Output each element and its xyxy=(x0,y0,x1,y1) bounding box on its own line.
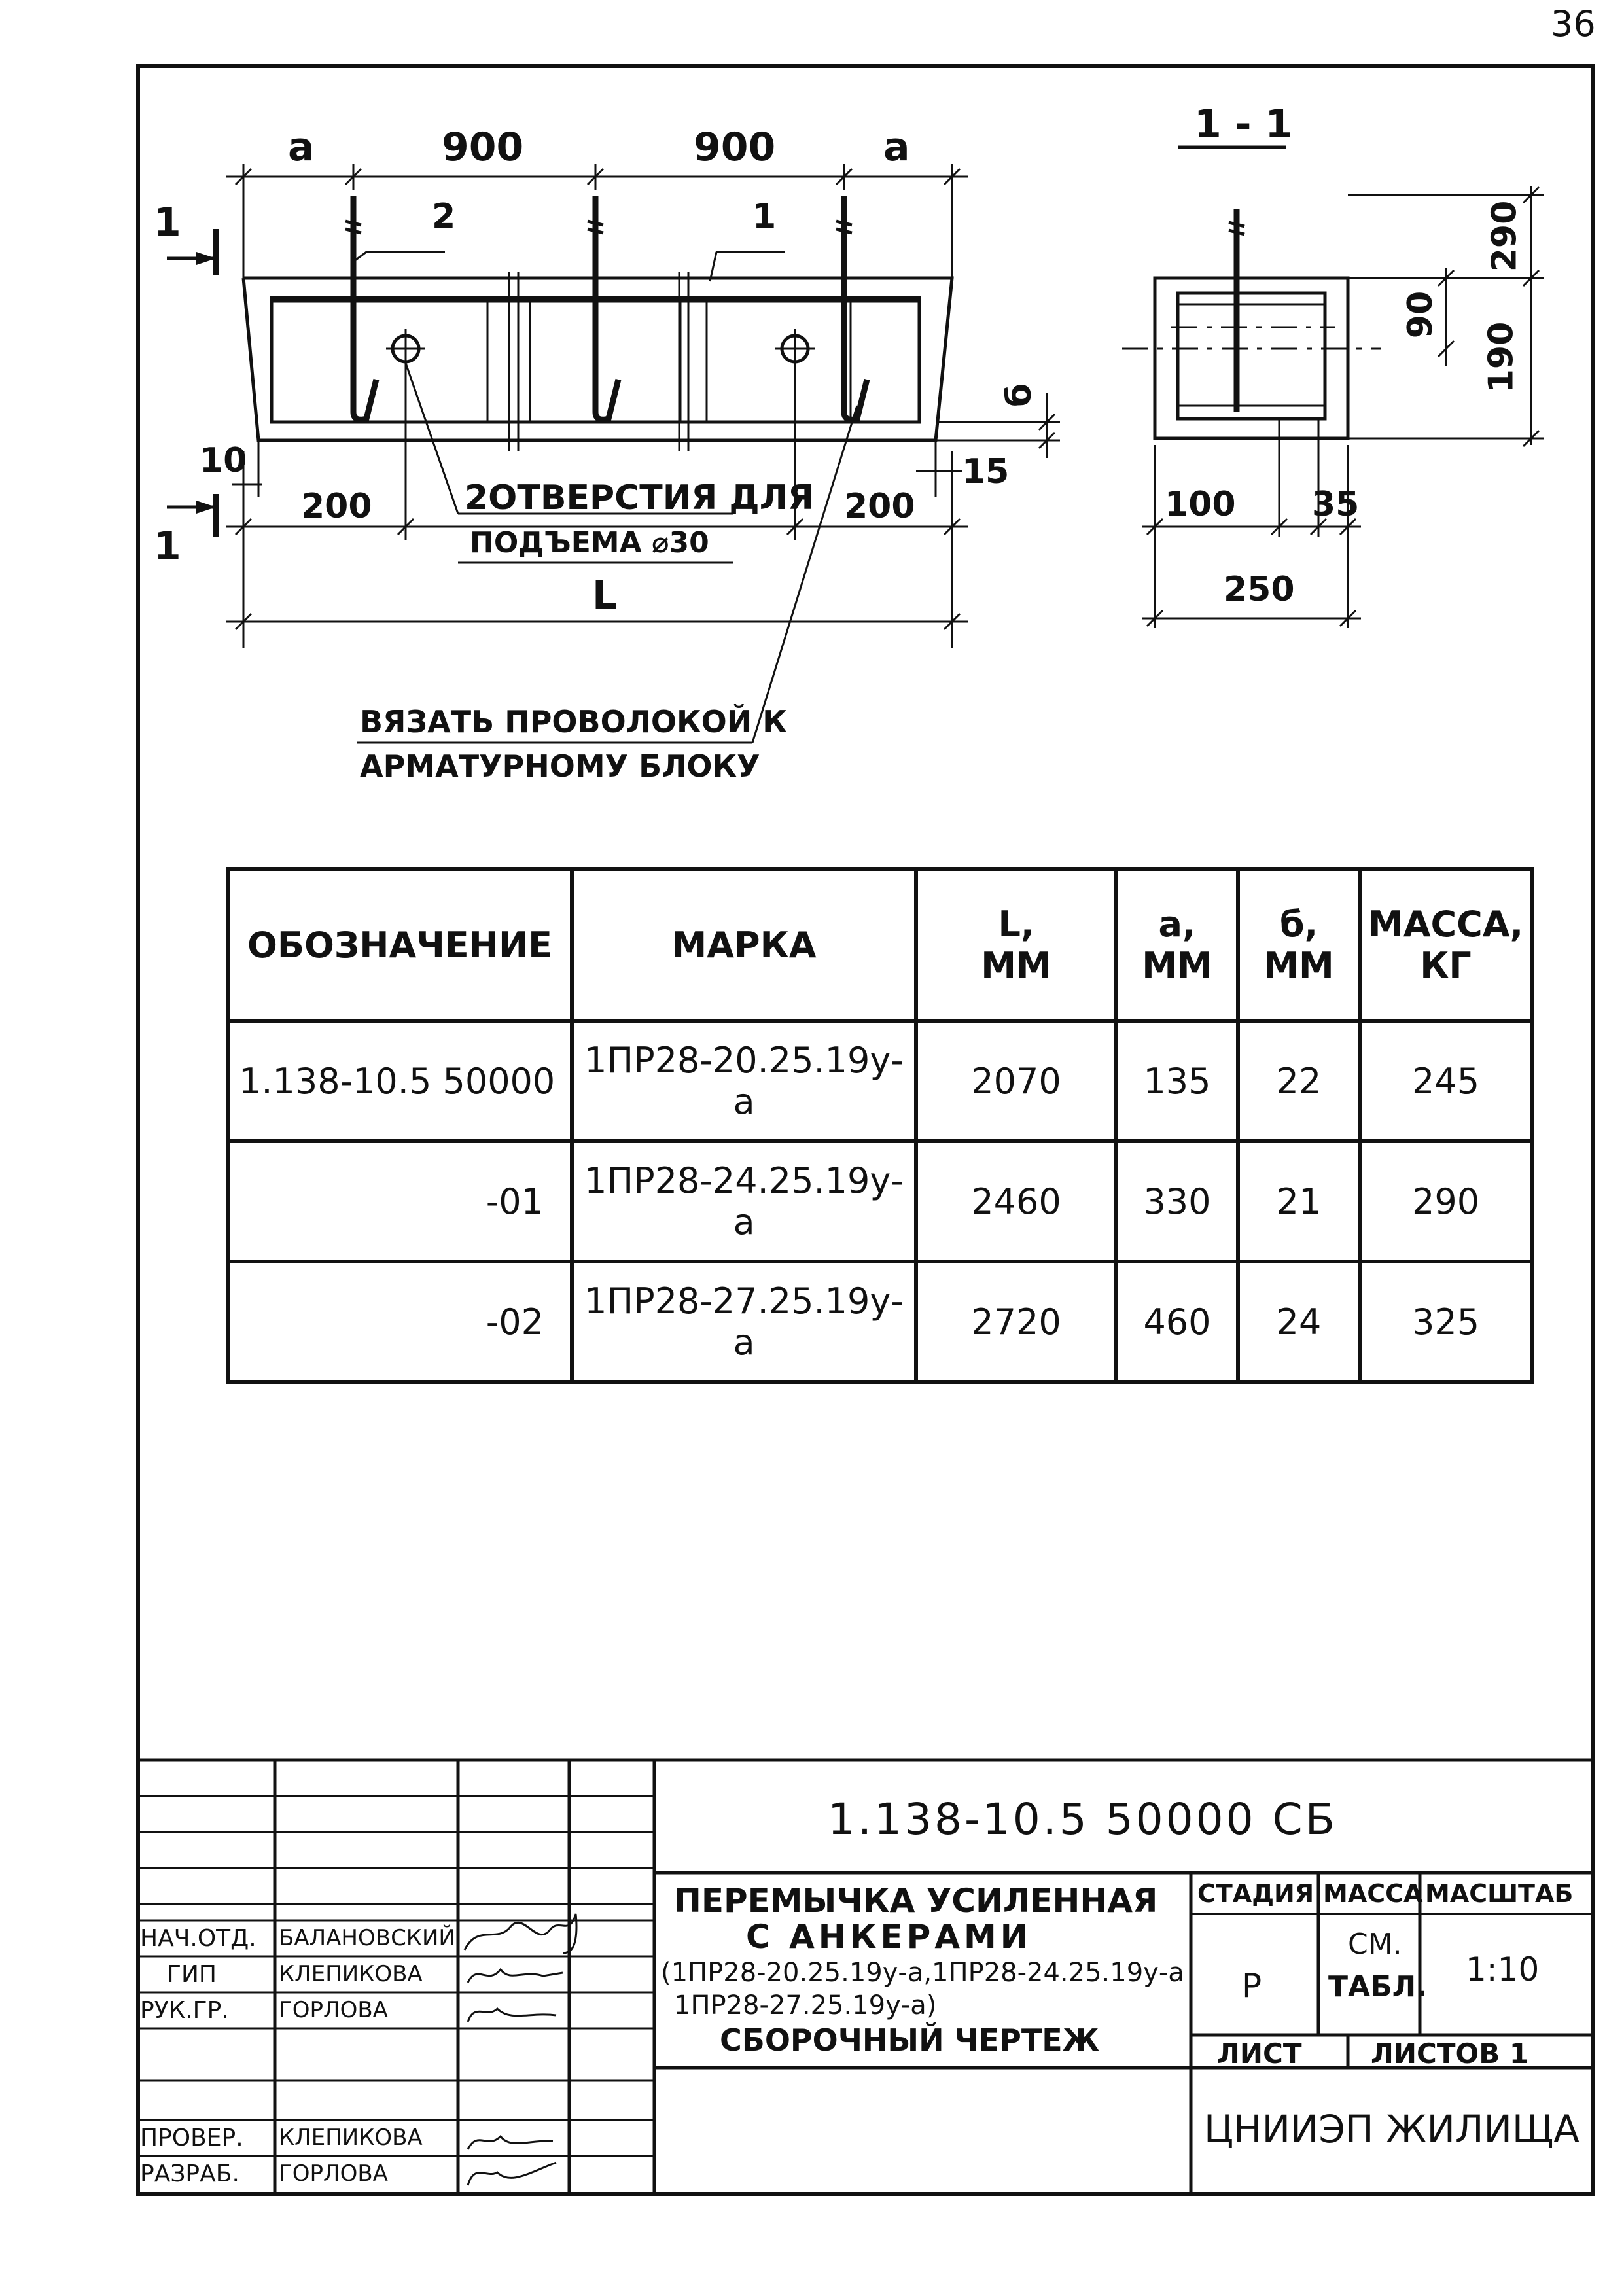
callout-2: 2 xyxy=(432,197,456,236)
holes-note-line1: 2ОТВЕРСТИЯ ДЛЯ xyxy=(465,478,814,518)
signature-4 xyxy=(468,2136,553,2149)
cell-b: 24 xyxy=(1238,1262,1360,1382)
title-line2: С АНКЕРАМИ xyxy=(746,1918,1032,1956)
cell-L: 2460 xyxy=(916,1141,1116,1262)
name-prover: КЛЕПИКОВА xyxy=(279,2125,423,2151)
section-title: 1 - 1 xyxy=(1194,101,1293,147)
callout-1: 1 xyxy=(752,197,777,236)
title-line5: СБОРОЧНЫЙ ЧЕРТЕЖ xyxy=(720,2022,1100,2058)
name-gip: КЛЕПИКОВА xyxy=(279,1961,423,1987)
cell-mass: 245 xyxy=(1360,1021,1532,1141)
section-dim-35: 35 xyxy=(1312,485,1360,524)
section-dim-250: 250 xyxy=(1224,570,1295,609)
doc-code: 1.138-10.5 50000 СБ xyxy=(828,1794,1337,1845)
cell-L: 2070 xyxy=(916,1021,1116,1141)
cell-b: 22 xyxy=(1238,1021,1360,1141)
dim-900-right: 900 xyxy=(694,124,776,170)
header-b: б, ММ xyxy=(1238,869,1360,1021)
scale-label: МАСШТАБ xyxy=(1425,1879,1574,1908)
dim-200-right: 200 xyxy=(844,487,915,526)
dim-200-left: 200 xyxy=(301,487,372,526)
mass-value-line2: ТАБЛ. xyxy=(1328,1970,1427,2004)
cell-L: 2720 xyxy=(916,1262,1116,1382)
stage-label: СТАДИЯ xyxy=(1197,1879,1315,1908)
role-nach-otd: НАЧ.ОТД. xyxy=(140,1925,256,1952)
signature-5 xyxy=(468,2163,556,2185)
name-ruk-gr: ГОРЛОВА xyxy=(279,1997,388,2023)
cell-a: 460 xyxy=(1116,1262,1238,1382)
section-dim-190: 190 xyxy=(1481,321,1521,393)
header-mark: МАРКА xyxy=(572,869,916,1021)
cell-a: 135 xyxy=(1116,1021,1238,1141)
cell-mass: 290 xyxy=(1360,1141,1532,1262)
signature-1 xyxy=(465,1914,576,1953)
cell-designation: -02 xyxy=(228,1262,572,1382)
organization: ЦНИИЭП ЖИЛИЩА xyxy=(1204,2107,1580,2151)
cell-mark: 1ПР28-24.25.19у-а xyxy=(572,1141,916,1262)
stage-value: Р xyxy=(1242,1967,1262,2005)
title-line4: 1ПР28-27.25.19у-а) xyxy=(674,1990,937,2021)
dim-10: 10 xyxy=(200,441,247,480)
mass-label: МАССА xyxy=(1323,1879,1423,1908)
cell-b: 21 xyxy=(1238,1141,1360,1262)
dim-a-left: a xyxy=(288,124,315,170)
header-a: а, ММ xyxy=(1116,869,1238,1021)
dim-L: L xyxy=(592,573,618,618)
sheets-label: ЛИСТОВ 1 xyxy=(1371,2038,1529,2070)
section-mark-top: 1 xyxy=(154,200,181,245)
section-dim-290: 290 xyxy=(1485,200,1525,272)
signature-3 xyxy=(468,2009,556,2022)
name-nach-otd: БАЛАНОВСКИЙ xyxy=(279,1925,455,1951)
cell-mark: 1ПР28-20.25.19у-а xyxy=(572,1021,916,1141)
page-number: 36 xyxy=(1551,3,1596,44)
signature-2 xyxy=(468,1969,563,1983)
section-mark-bottom: 1 xyxy=(154,523,181,569)
mass-value-line1: СМ. xyxy=(1348,1928,1402,1961)
cell-designation: -01 xyxy=(228,1141,572,1262)
dim-900-left: 900 xyxy=(442,124,524,170)
tie-note-line1: ВЯЗАТЬ ПРОВОЛОКОЙ К xyxy=(360,704,787,739)
name-razrab: ГОРЛОВА xyxy=(279,2161,388,2187)
sheet-label: ЛИСТ xyxy=(1217,2038,1302,2070)
header-mass: МАССА, КГ xyxy=(1360,869,1532,1021)
header-L: L, ММ xyxy=(916,869,1116,1021)
role-prover: ПРОВЕР. xyxy=(140,2125,243,2151)
section-dim-100: 100 xyxy=(1165,485,1236,524)
role-ruk-gr: РУК.ГР. xyxy=(140,1997,229,2024)
role-gip: ГИП xyxy=(167,1961,217,1988)
scale-value: 1:10 xyxy=(1466,1951,1540,1988)
holes-note-line2: ПОДЪЕМА ⌀30 xyxy=(470,526,709,559)
cell-a: 330 xyxy=(1116,1141,1238,1262)
dim-b: б xyxy=(1000,383,1040,408)
cell-designation: 1.138-10.5 50000 xyxy=(228,1021,572,1141)
cell-mass: 325 xyxy=(1360,1262,1532,1382)
title-line3: (1ПР28-20.25.19у-а,1ПР28-24.25.19у-а xyxy=(661,1958,1184,1988)
dim-15: 15 xyxy=(962,452,1010,491)
title-line1: ПЕРЕМЫЧКА УСИЛЕННАЯ xyxy=(674,1882,1158,1920)
cell-mark: 1ПР28-27.25.19у-а xyxy=(572,1262,916,1382)
tie-note-line2: АРМАТУРНОМУ БЛОКУ xyxy=(360,749,760,784)
dim-a-right: a xyxy=(883,124,910,170)
section-dim-90: 90 xyxy=(1401,291,1441,339)
role-razrab: РАЗРАБ. xyxy=(140,2161,239,2187)
header-designation: ОБОЗНАЧЕНИЕ xyxy=(228,869,572,1021)
